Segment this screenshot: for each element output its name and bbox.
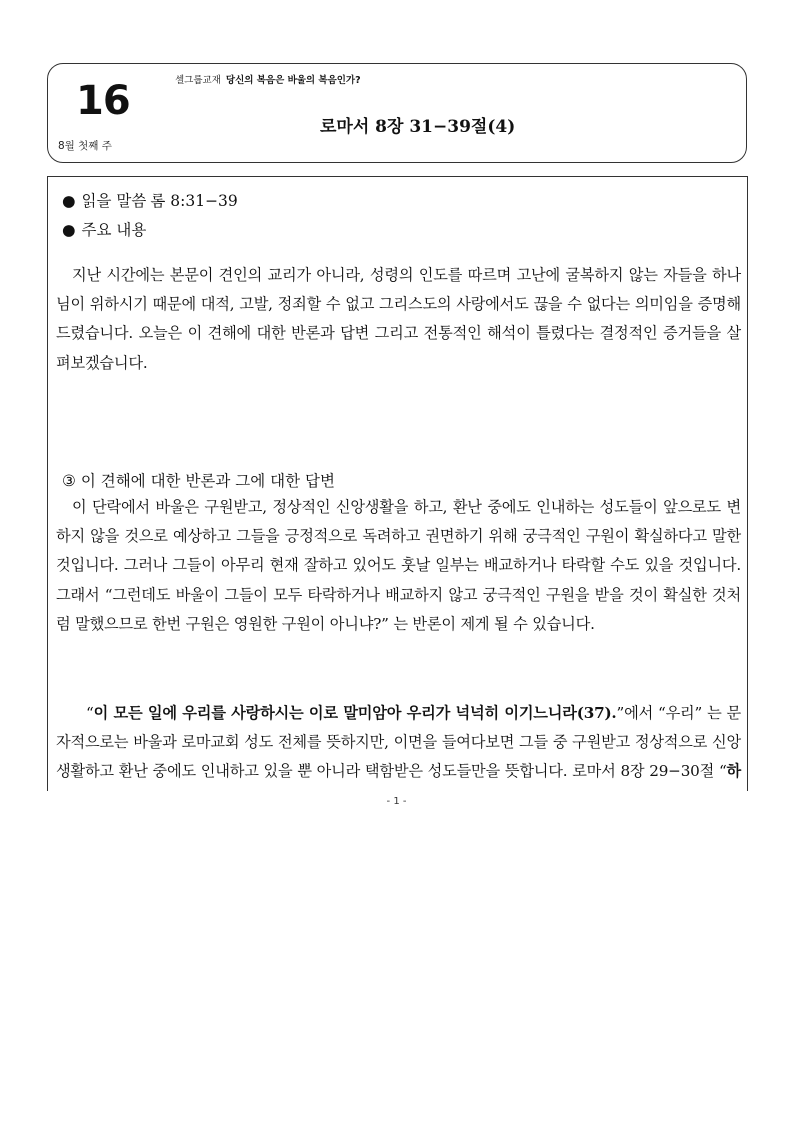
content-box xyxy=(47,176,748,791)
bullet-dot: ● xyxy=(62,192,76,210)
summary-bullet xyxy=(62,218,146,240)
section-heading: ③ 이 견해에 대한 반론과 그에 대한 답변 xyxy=(62,472,335,490)
body-paragraph-2 xyxy=(56,699,741,791)
bold-quote-29-30: 하 xyxy=(726,762,741,781)
intro-paragraph: 지난 시간에는 본문이 견인의 교리가 아니라, 성령의 인도를 따르며 고난에 굴복하지 않는 자들을 하나님이 위하시기 때문에 대적, 고발, 정죄할 수 없고 그리스도의 사랑에서도 끊을 수 없다는 의미임을 증명해드렸습니다. 오늘은 이 견해에 대한 반론과 답변 그리고 전통적인 해석이 틀렸다는 결정적인 증거들을 살펴보겠습니다. xyxy=(56,266,741,372)
bold-quote-37: 이 모든 일에 우리를 사랑하시는 이로 말미암아 우리가 넉넉히 이기느니라(37). xyxy=(93,704,617,722)
series-label: 셀그룹교재 xyxy=(175,75,221,86)
bullet-dot: ● xyxy=(62,221,76,239)
series-line xyxy=(175,72,361,86)
issue-number: 16 xyxy=(76,78,130,124)
week-label: 8월 첫째 주 xyxy=(58,140,112,152)
page-number: - 1 - xyxy=(386,796,407,807)
quote-open: “ xyxy=(86,704,94,722)
summary-label: 주요 내용 xyxy=(81,221,147,239)
reading-ref: 롬 8:31−39 xyxy=(150,192,238,210)
body-paragraph-1: 이 단락에서 바울은 구원받고, 정상적인 신앙생활을 하고, 환난 중에도 인내하는 성도들이 앞으로도 변하지 않을 것으로 예상하고 그들을 긍정적으로 독려하고 권면하기 위해 궁극적인 구원이 확실하다고 말한 것입니다. 그러나 그들이 아무리 현재 잘하고 있어도 훗날 일부는 배교하거나 타락할 수도 있을 것입니다. 그래서 “그런데도 바울이 그들이 모두 타락하거나 배교하지 않고 궁극적인 구원을 받을 것이 확실한 것처럼 말했으므로 한번 구원은 영원한 구원이 아니냐?” 는 반론이 제게 될 수 있습니다. xyxy=(56,498,741,633)
reading-bullet xyxy=(62,189,238,211)
paragraph-text: ”에서 “우리” 는 문자적으로는 바울과 로마교회 성도 전체를 뜻하지만, 이면을 들여다보면 그들 중 구원받고 정상적으로 신앙생활하고 환난 중에도 인내하고 있을 뿐 아니라 택함받은 성도들만을 뜻합니다. 로마서 8장 29−30절 “ xyxy=(56,704,742,781)
lesson-header xyxy=(47,63,747,163)
series-title: 당신의 복음은 바울의 복음인가? xyxy=(225,75,361,86)
passage-title: 로마서 8장 31−39절(4) xyxy=(320,117,516,137)
reading-label: 읽을 말씀 xyxy=(81,192,147,210)
